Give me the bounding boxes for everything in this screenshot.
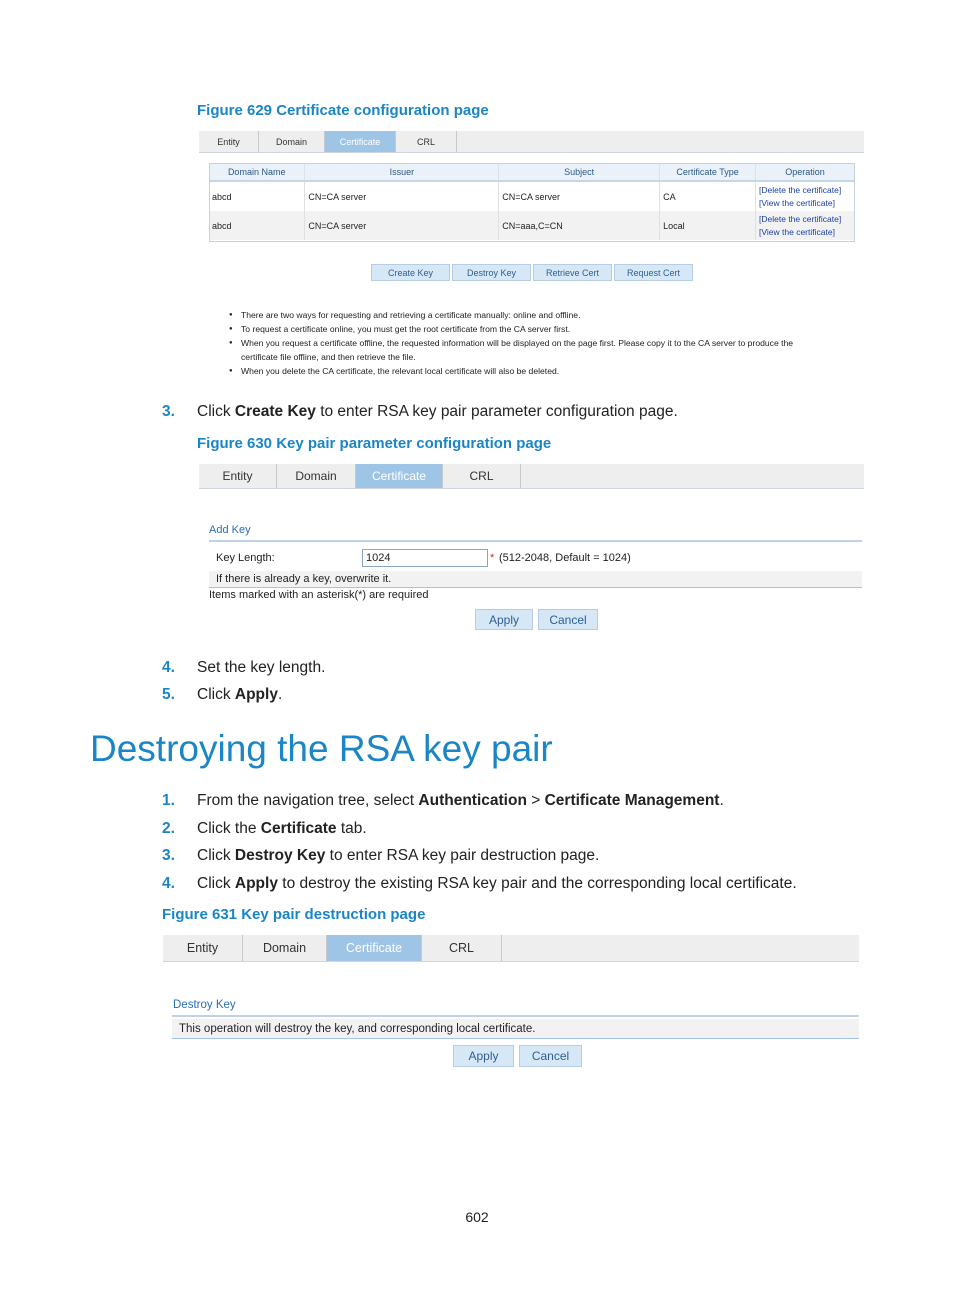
cell-issuer: CN=CA server [305,211,499,240]
divider [172,1015,859,1017]
step-number: 3. [162,403,175,420]
divider [209,587,862,588]
column-header: Issuer [305,164,499,181]
key-length-label: Key Length: [216,552,275,564]
table-row [209,211,855,240]
step-bold: Apply [234,875,278,892]
step-number: 3. [162,847,175,864]
apply-button[interactable]: Apply [475,609,533,630]
tab-crl[interactable]: CRL [443,464,521,488]
tab-bar [163,935,859,962]
table-row [209,181,855,211]
add-key-title: Add Key [209,524,251,536]
required-asterisk: * [490,552,495,564]
step-text: . [719,792,724,809]
view-certificate-link[interactable]: [View the certificate] [759,197,835,208]
column-header: Operation [756,164,855,181]
step-bold: Destroy Key [234,847,326,864]
cell-domain: abcd [209,181,305,211]
figure-631-caption: Figure 631 Key pair destruction page [162,906,426,923]
certificate-table [209,164,855,240]
cell-domain: abcd [209,211,305,240]
step-number: 4. [162,659,175,676]
step-text: to destroy the existing RSA key pair and the corresponding local certificate. [277,875,797,892]
cell-type: Local [660,211,756,240]
notes-list [229,308,793,378]
list-item-continuation: certificate file offline, and then retrieve the file. [241,352,416,362]
divider [209,540,862,542]
step-text: Click the [197,820,261,837]
step-text: to enter RSA key pair destruction page. [325,847,600,864]
list-item: ● There are two ways for requesting and retrieving a certificate manually: online and offline. [229,308,793,322]
tab-domain[interactable]: Domain [277,464,356,488]
step-text: to enter RSA key pair parameter configuration page. [315,403,678,420]
step-bold: Certificate [260,820,337,837]
retrieve-cert-button[interactable]: Retrieve Cert [533,264,612,281]
step-number: 2. [162,820,175,837]
request-cert-button[interactable]: Request Cert [614,264,693,281]
tab-entity[interactable]: Entity [199,131,259,152]
step-text: Click [197,403,235,420]
tab-domain[interactable]: Domain [243,935,327,961]
destroy-message: This operation will destroy the key, and corresponding local certificate. [179,1023,536,1035]
tab-crl[interactable]: CRL [422,935,502,961]
section-heading: Destroying the RSA key pair [90,728,553,769]
table-header-row [209,164,855,181]
step-text: Click [197,686,235,703]
column-header: Domain Name [209,164,305,181]
step-text: Set the key length. [197,659,326,676]
tab-certificate[interactable]: Certificate [325,131,396,152]
delete-certificate-link[interactable]: [Delete the certificate] [759,213,842,224]
tab-bar [199,131,864,153]
destroy-key-button[interactable]: Destroy Key [452,264,531,281]
step-number: 1. [162,792,175,809]
step-bold: Create Key [234,403,316,420]
column-header: Subject [499,164,660,181]
create-key-button[interactable]: Create Key [371,264,450,281]
delete-certificate-link[interactable]: [Delete the certificate] [759,184,842,195]
step-number: 4. [162,875,175,892]
step-text: Click [197,875,235,892]
apply-button[interactable]: Apply [453,1045,514,1067]
step-text: tab. [336,820,367,837]
step-bold: Authentication [418,792,527,809]
overwrite-note: If there is already a key, overwrite it. [216,573,392,585]
list-item: ● When you delete the CA certificate, the relevant local certificate will also be deleted. [229,364,793,378]
cancel-button[interactable]: Cancel [538,609,598,630]
step-number: 5. [162,686,175,703]
figure-629-caption: Figure 629 Certificate configuration page [197,102,489,119]
step-text: From the navigation tree, select [197,792,419,809]
cell-operation [756,211,855,240]
divider [172,1038,859,1039]
page-number: 602 [465,1209,489,1225]
step-text: . [277,686,283,703]
step-bold: Apply [234,686,278,703]
key-length-hint: (512-2048, Default = 1024) [499,552,631,564]
step-text: > [526,792,545,809]
figure-630-caption: Figure 630 Key pair parameter configuration page [197,435,552,452]
step-text: Click [197,847,235,864]
column-header: Certificate Type [660,164,756,181]
tab-entity[interactable]: Entity [163,935,243,961]
tab-domain[interactable]: Domain [259,131,325,152]
view-certificate-link[interactable]: [View the certificate] [759,226,835,237]
key-length-input[interactable]: 1024 [362,549,488,567]
list-item: ● To request a certificate online, you must get the root certificate from the CA server first. [229,322,793,336]
tab-crl[interactable]: CRL [396,131,457,152]
step-bold: Certificate Management [544,792,720,809]
cell-subject: CN=CA server [499,181,660,211]
cell-type: CA [660,181,756,211]
cancel-button[interactable]: Cancel [519,1045,582,1067]
cell-operation [756,181,855,211]
destroy-key-title: Destroy Key [173,999,236,1011]
list-item: ● When you request a certificate offline, the requested information will be displayed on the page first. Please copy it to the CA server to produce the [229,336,793,350]
tab-entity[interactable]: Entity [199,464,277,488]
cell-subject: CN=aaa,C=CN [499,211,660,240]
cell-issuer: CN=CA server [305,181,499,211]
required-note: Items marked with an asterisk(*) are required [209,589,429,601]
tab-bar [199,464,864,489]
tab-certificate[interactable]: Certificate [356,464,443,488]
tab-certificate[interactable]: Certificate [327,935,422,961]
